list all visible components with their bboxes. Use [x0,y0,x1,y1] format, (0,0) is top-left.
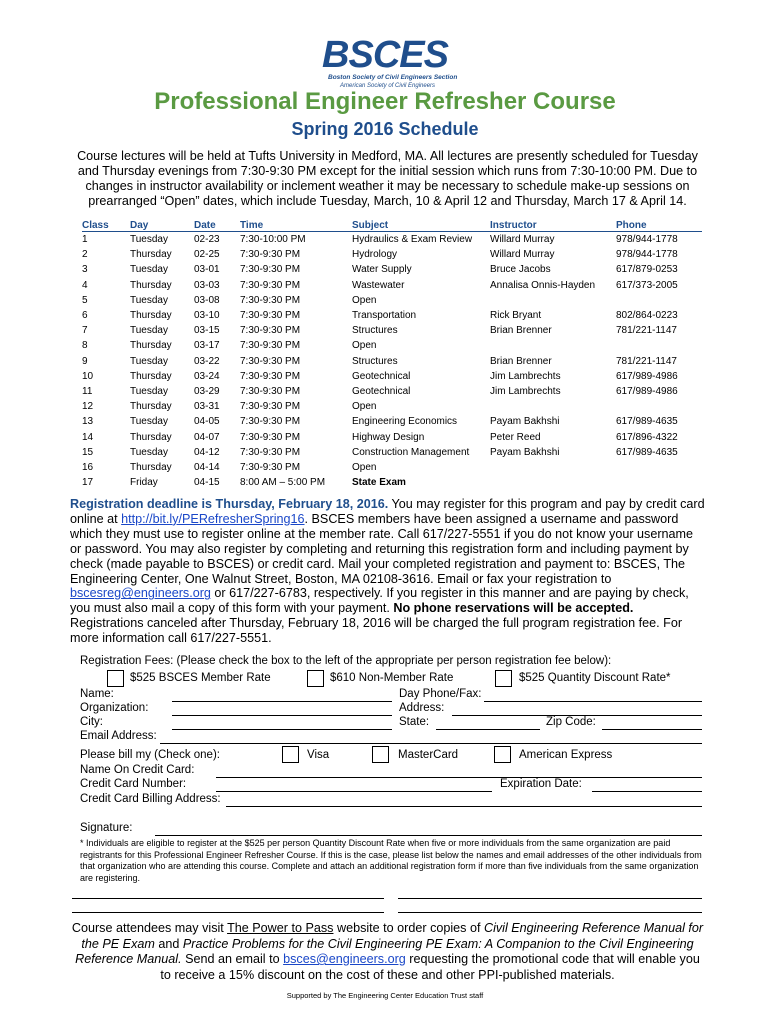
cell-subject: Highway Design [352,431,425,443]
page-title: Professional Engineer Refresher Course [154,88,616,115]
cell-subject: Open [352,461,377,473]
table-row [82,414,702,429]
day-phone-field[interactable] [484,701,702,702]
cell-date: 03-03 [194,279,220,291]
cell-time: 7:30-9:30 PM [240,431,301,443]
cell-phone: 978/944-1778 [616,234,678,246]
signature-label: Signature: [80,822,133,834]
closing-text-a: Course attendees may visit [71,921,228,935]
cell-date: 02-25 [194,249,220,261]
member-rate-label: $525 BSCES Member Rate [130,672,271,684]
registration-text-1: You may register for this program and pay by credit card online at [70,497,705,526]
cell-time: 7:30-9:30 PM [240,446,301,458]
expiration-label: Expiration Date: [500,778,582,790]
page-subtitle: Spring 2016 Schedule [291,119,479,139]
cell-subject: Open [352,401,377,413]
cell-class: 8 [82,340,88,352]
table-row [82,308,702,323]
book-title-1: Civil Engineering Reference Manual for the PE Exam [81,921,704,951]
cell-date: 03-08 [194,294,220,306]
header-time: Time [240,219,352,232]
cell-instructor [490,338,616,353]
cell-class: 6 [82,310,88,322]
cell-subject: Structures [352,355,398,367]
cell-date: 03-01 [194,264,220,276]
cell-date: 03-22 [194,355,220,367]
header-date: Date [194,219,240,232]
cell-class: 9 [82,355,88,367]
billing-address-label: Credit Card Billing Address: [80,793,221,805]
table-row [82,475,702,490]
table-row [82,232,702,248]
cell-phone: 617/989-4635 [616,416,678,428]
cell-class: 13 [82,416,94,428]
cell-day: Friday [130,477,158,489]
cell-date: 04-12 [194,446,220,458]
header-subject: Subject [352,219,490,232]
state-label: State: [399,716,430,728]
bsces-logo [300,36,470,88]
cell-subject: Hydrology [352,249,398,261]
fees-label: Registration Fees: (Please check the box to the left of the appropriate per person registration fee below): [80,655,612,667]
cell-class: 3 [82,264,88,276]
cell-date: 03-24 [194,370,220,382]
cell-time: 7:30-9:30 PM [240,416,301,428]
cell-instructor: Jim Lambrechts [490,370,561,382]
cell-day: Thursday [130,249,172,261]
closing-text-b: website to order copies of [333,921,484,935]
cell-date: 04-14 [194,461,220,473]
cell-instructor [490,399,616,414]
attendee-line-1a[interactable] [72,898,384,899]
cell-time: 7:30-9:30 PM [240,355,301,367]
zip-field[interactable] [602,729,702,730]
cell-time: 7:30-9:30 PM [240,325,301,337]
name-label: Name: [80,688,114,700]
cell-day: Thursday [130,370,172,382]
cell-subject: Transportation [352,310,417,322]
organization-label: Organization: [80,702,149,714]
cell-class: 10 [82,370,94,382]
logo-wordmark: BSCES [322,34,448,76]
cell-phone [616,399,702,414]
table-row [82,384,702,399]
cell-class: 15 [82,446,94,458]
logo-line2: American Society of Civil Engineers [340,83,436,89]
cell-day: Tuesday [130,294,168,306]
cell-class: 5 [82,294,88,306]
cell-day: Tuesday [130,416,168,428]
cell-phone [616,293,702,308]
cell-day: Thursday [130,340,172,352]
city-label: City: [80,716,103,728]
quantity-rate-checkbox[interactable] [495,670,512,687]
mastercard-label: MasterCard [398,749,459,761]
cell-phone: 617/373-2005 [616,279,678,291]
cell-date: 02-23 [194,234,220,246]
cell-class: 2 [82,249,88,261]
zip-label: Zip Code: [546,716,596,728]
cell-day: Thursday [130,310,172,322]
cell-instructor: Brian Brenner [490,325,552,337]
cell-subject: Water Supply [352,264,412,276]
closing-paragraph [70,921,705,983]
cell-date: 03-17 [194,340,220,352]
cell-instructor: Peter Reed [490,431,541,443]
cell-phone [616,475,702,490]
city-field[interactable] [172,729,392,730]
amex-label: American Express [519,749,613,761]
cell-date: 03-10 [194,310,220,322]
cell-phone: 617/879-0253 [616,264,678,276]
registration-text-3: or 617/227-6783, respectively. If you register in this manner and are paying by check, you must also mail a copy of this form with your payment. [70,586,689,616]
registration-url-link[interactable]: http://bit.ly/PERefresherSpring16 [121,511,305,526]
cell-subject: Wastewater [352,279,405,291]
member-rate-checkbox[interactable] [107,670,124,687]
cell-class: 7 [82,325,88,337]
cell-subject: Geotechnical [352,370,411,382]
cell-class: 4 [82,279,88,291]
cell-time: 8:00 AM – 5:00 PM [240,477,326,489]
cell-subject: Open [352,294,377,306]
cell-day: Tuesday [130,234,168,246]
name-on-card-field[interactable] [216,777,702,778]
closing-text-d: Send an email to [181,952,284,966]
cell-time: 7:30-9:30 PM [240,461,301,473]
schedule-table [82,219,702,490]
quantity-discount-note: * Individuals are eligible to register at the $525 per person Quantity Discount Rate when five or more individuals from the same organization are paid registrants for this Professional Engineer Refresher Course. If this is the case, please list below the names and email addresses of the other individuals from that organization who are attending this course. Complete and attach an additional registration form if more than five individuals from the same organization are registering. [80,838,702,883]
day-phone-label: Day Phone/Fax: [399,688,482,700]
cell-phone: 802/864-0223 [616,310,678,322]
cell-date: 04-07 [194,431,220,443]
cell-subject: Geotechnical [352,385,411,397]
cell-day: Thursday [130,279,172,291]
table-row [82,323,702,338]
cell-subject: State Exam [352,477,406,489]
email-field[interactable] [160,743,702,744]
signature-field[interactable] [155,835,702,836]
cell-subject: Open [352,340,377,352]
table-row [82,354,702,369]
cell-class: 1 [82,234,88,246]
cell-instructor: Rick Bryant [490,310,542,322]
schedule-header-row [82,219,702,232]
cell-instructor: Jim Lambrechts [490,385,561,397]
cell-phone [616,460,702,475]
cell-time: 7:30-10:00 PM [240,234,306,246]
cell-instructor [490,293,616,308]
cell-time: 7:30-9:30 PM [240,249,301,261]
cell-date: 03-29 [194,385,220,397]
card-number-label: Credit Card Number: [80,778,187,790]
organization-field[interactable] [172,715,392,716]
attendee-line-1b[interactable] [398,898,702,899]
cell-date: 04-05 [194,416,220,428]
registration-text-2: . BSCES members have been assigned a username and password which they must use to register online at the member rate. Call 617/227-5551 if you do not know your username or password. You may also register by completing and returning this registration form and including payment by check (made payable to BSCES) or credit card. Mail your completed registration and payment to: BSCES, The Engineering Center, One Walnut Street, Boston, MA 02108-3616. Email or fax your registration to [70,511,694,586]
cell-subject: Structures [352,325,398,337]
bill-me-label: Please bill my (Check one): [80,749,220,761]
visa-label: Visa [307,749,330,761]
table-row [82,429,702,444]
cell-time: 7:30-9:30 PM [240,279,301,291]
table-row [82,445,702,460]
name-field[interactable] [172,701,392,702]
table-row [82,247,702,262]
footer-credit: Supported by The Engineering Center Education Trust staff [286,991,484,1000]
closing-text-c: and [154,936,183,951]
cell-instructor: Bruce Jacobs [490,264,551,276]
billing-address-field[interactable] [226,806,702,807]
closing-email-link[interactable]: bsces@engineers.org [283,952,406,966]
table-row [82,293,702,308]
table-row [82,369,702,384]
cell-class: 11 [82,385,93,397]
cell-class: 17 [82,477,94,489]
cell-class: 16 [82,461,94,473]
registration-email-link[interactable]: bscesreg@engineers.org [70,586,211,601]
cell-time: 7:30-9:30 PM [240,340,301,352]
cell-instructor [490,475,616,490]
registration-deadline: Registration deadline is Thursday, February 18, 2016. [70,497,389,511]
cell-phone: 617/989-4986 [616,385,678,397]
header-class: Class [82,219,130,232]
registration-paragraph [70,497,705,646]
table-row [82,399,702,414]
cell-day: Tuesday [130,355,168,367]
no-phone-notice: No phone reservations will be accepted. [393,601,634,616]
cell-day: Thursday [130,431,172,443]
attendee-line-2a[interactable] [72,912,384,913]
power-to-pass-link[interactable]: The Power to Pass [227,921,334,935]
cell-time: 7:30-9:30 PM [240,370,301,382]
mastercard-checkbox[interactable] [372,746,389,763]
cell-phone: 781/221-1147 [616,355,677,367]
cell-phone: 781/221-1147 [616,325,677,337]
email-label: Email Address: [80,730,157,742]
registration-text-4: Registrations canceled after Thursday, February 18, 2016 will be charged the full program registration fee. For more information call 617/227-5551. [70,616,683,646]
table-row [82,262,702,277]
cell-date: 04-15 [194,477,220,489]
address-label: Address: [399,702,445,714]
card-number-field[interactable] [216,791,492,792]
cell-day: Thursday [130,401,172,413]
cell-phone: 617/896-4322 [616,431,678,443]
cell-day: Thursday [130,461,172,473]
cell-subject: Engineering Economics [352,416,458,428]
cell-phone: 617/989-4986 [616,370,678,382]
schedule-body [82,232,702,491]
cell-instructor: Annalisa Onnis-Hayden [490,279,596,291]
cell-phone: 978/944-1778 [616,249,678,261]
cell-instructor: Payam Bakhshi [490,416,560,428]
header-instructor: Instructor [490,219,616,232]
cell-time: 7:30-9:30 PM [240,385,301,397]
cell-class: 12 [82,401,94,413]
table-row [82,460,702,475]
table-row [82,278,702,293]
attendee-line-2b[interactable] [398,912,702,913]
intro-paragraph: Course lectures will be held at Tufts University in Medford, MA. All lectures are presently scheduled for Tuesday and Thursday evenings from 7:30-9:30 PM except for the initial session which runs from 7:30-10:00 PM. Due to changes in instructor availability or inclement weather it may be necessary to schedule make-up sessions on prearranged “Open” dates, which include Tuesday, March, 10 & April 12 and Thursday, March 17 & April 14. [77,149,698,208]
cell-time: 7:30-9:30 PM [240,401,301,413]
cell-date: 03-31 [194,401,220,413]
cell-subject: Hydraulics & Exam Review [352,234,473,246]
nonmember-rate-label: $610 Non-Member Rate [330,672,454,684]
quantity-rate-label: $525 Quantity Discount Rate* [519,672,671,684]
nonmember-rate-checkbox[interactable] [307,670,324,687]
logo-line1: Boston Society of Civil Engineers Section [328,74,458,81]
cell-instructor: Willard Murray [490,249,555,261]
cell-subject: Construction Management [352,446,470,458]
cell-instructor: Payam Bakhshi [490,446,560,458]
book-title-2: Practice Problems for the Civil Engineering PE Exam: A Companion to the Civil Engineering Reference Manual. [75,936,694,966]
cell-day: Tuesday [130,446,168,458]
cell-date: 03-15 [194,325,220,337]
name-on-card-label: Name On Credit Card: [80,764,195,776]
cell-day: Tuesday [130,264,168,276]
expiration-field[interactable] [592,791,702,792]
visa-checkbox[interactable] [282,746,299,763]
cell-class: 14 [82,431,94,443]
cell-day: Tuesday [130,325,168,337]
cell-time: 7:30-9:30 PM [240,310,301,322]
cell-time: 7:30-9:30 PM [240,294,301,306]
cell-instructor: Willard Murray [490,234,555,246]
header-phone: Phone [616,219,702,232]
header-day: Day [130,219,194,232]
cell-instructor: Brian Brenner [490,355,552,367]
cell-phone: 617/989-4635 [616,446,678,458]
cell-day: Tuesday [130,385,168,397]
amex-checkbox[interactable] [494,746,511,763]
cell-phone [616,338,702,353]
closing-text-e: requesting the promotional code that will enable you to receive a 15% discount on the cost of these and other PPI-published materials. [160,952,700,982]
table-row [82,338,702,353]
cell-time: 7:30-9:30 PM [240,264,301,276]
state-field[interactable] [436,729,540,730]
cell-instructor [490,460,616,475]
